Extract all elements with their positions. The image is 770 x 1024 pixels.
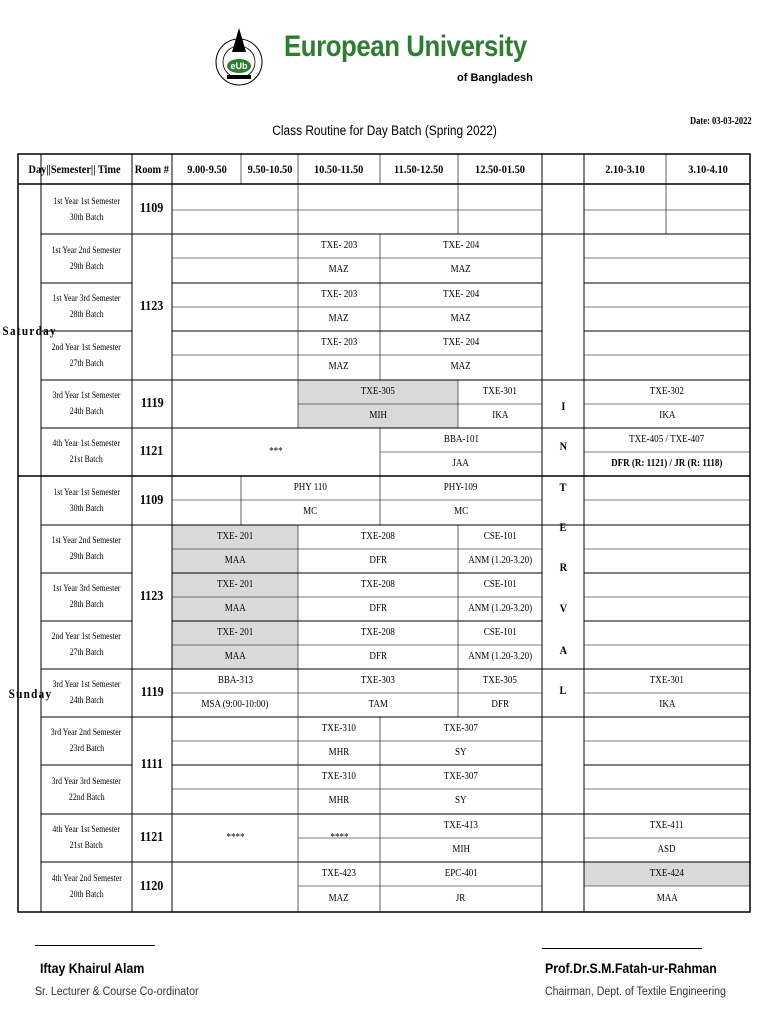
batch-label: 2nd Year 1st Semester 27th Batch: [51, 342, 122, 369]
class-cell: SY: [455, 795, 467, 807]
batch-label: 3rd Year 1st Semester 24th Batch: [52, 680, 121, 706]
batch-label: 4th Year 1st Semester 21st Batch: [52, 439, 121, 465]
class-cell: MAZ: [328, 264, 350, 276]
page-title: Class Routine for Day Batch (Spring 2022): [272, 123, 498, 138]
class-cell: TXE-307: [443, 770, 479, 782]
university-subtitle: of Bangladesh: [457, 72, 533, 84]
batch-label: 4th Year 1st Semester 21st Batch: [52, 825, 121, 851]
class-cell: TAM: [368, 698, 388, 710]
class-cell: TXE- 201: [216, 626, 254, 638]
class-cell: TXE-310: [321, 770, 357, 782]
header-day-semester-time: Day||Semester|| Time: [28, 162, 122, 176]
interval-letter: I: [560, 399, 566, 413]
class-cell: TXE-305: [360, 385, 396, 397]
class-cell: MAZ: [328, 361, 350, 373]
class-cell: MAZ: [328, 312, 350, 324]
header-room: Room #: [134, 162, 170, 176]
class-cell: CSE-101: [483, 626, 517, 638]
class-cell: TXE- 203: [320, 288, 358, 300]
interval-letter: L: [559, 683, 567, 697]
class-cell: ****: [225, 831, 245, 843]
class-cell: ANM (1.20-3.20): [468, 650, 532, 662]
interval-letter: T: [559, 480, 567, 494]
class-cell: ***: [269, 445, 283, 457]
class-cell: TXE-310: [321, 722, 357, 734]
class-cell: CSE-101: [483, 578, 517, 590]
class-cell: TXE-301: [482, 385, 518, 397]
class-cell: ANM (1.20-3.20): [468, 602, 532, 614]
class-cell: TXE-405 / TXE-407: [629, 433, 705, 445]
batch-label: 2nd Year 1st Semester 27th Batch: [51, 632, 122, 658]
class-cell: TXE-208: [360, 530, 396, 542]
class-cell: TXE-303: [360, 674, 396, 686]
room-number: 1121: [140, 830, 164, 845]
class-cell: TXE-411: [650, 819, 684, 831]
interval-letter: R: [559, 560, 567, 574]
class-cell: MHR: [328, 746, 350, 758]
university-name: European University: [284, 30, 527, 63]
class-cell: JR: [456, 892, 466, 904]
room-number: 1119: [140, 396, 164, 411]
room-number: 1121: [140, 444, 164, 459]
day-label-sunday: Sunday: [8, 685, 52, 701]
header-slot-7: 3.10-4.10: [688, 162, 728, 176]
class-cell: ANM (1.20-3.20): [468, 554, 532, 566]
class-cell: TXE- 204: [442, 336, 480, 348]
class-cell: DFR (R: 1121) / JR (R: 1118): [611, 457, 723, 469]
header-slot-4: 11.50-12.50: [394, 162, 444, 176]
header-slot-6: 2.10-3.10: [605, 162, 645, 176]
signatory-title-left: Sr. Lecturer & Course Co-ordinator: [35, 986, 199, 998]
batch-label: 1st Year 3rd Semester 28th Batch: [52, 584, 121, 610]
header-slot-5: 12.50-01.50: [475, 162, 525, 176]
header-slot-2: 9.50-10.50: [247, 162, 292, 176]
svg-text:eUb: eUb: [230, 61, 248, 71]
class-cell: ****: [329, 831, 349, 843]
class-cell: IKA: [491, 409, 509, 421]
class-cell: BBA-313: [217, 674, 253, 686]
class-cell: JAA: [452, 457, 470, 469]
class-cell: TXE- 204: [442, 239, 480, 251]
signatory-title-right: Chairman, Dept. of Textile Engineering: [545, 986, 726, 998]
class-cell: TXE- 201: [216, 530, 254, 542]
class-cell: TXE-305: [482, 674, 518, 686]
class-cell: MHR: [328, 795, 350, 807]
class-cell: MAA: [224, 650, 246, 662]
class-cell: TXE- 201: [216, 578, 254, 590]
class-cell: PHY 110: [293, 481, 328, 493]
class-cell: DFR: [369, 602, 387, 614]
class-cell: MAZ: [450, 312, 472, 324]
class-cell: MAZ: [450, 264, 472, 276]
class-cell: DFR: [491, 698, 509, 710]
class-cell: IKA: [658, 698, 676, 710]
class-cell: BBA-101: [443, 433, 479, 445]
class-cell: TXE- 203: [320, 336, 358, 348]
routine-date: Date: 03-03-2022: [690, 116, 752, 127]
class-cell: MAZ: [450, 361, 472, 373]
batch-label: 3rd Year 2nd Semester 23rd Batch: [51, 728, 122, 754]
class-cell: MIH: [452, 843, 470, 855]
class-cell: TXE-301: [649, 674, 685, 686]
header-slot-1: 9.00-9.50: [186, 162, 227, 176]
room-number: 1123: [140, 299, 164, 314]
room-number: 1109: [140, 492, 164, 508]
batch-label: 1st Year 2nd Semester 29th Batch: [51, 536, 122, 562]
class-cell: TXE- 204: [442, 288, 480, 300]
interval-letter: E: [559, 520, 567, 534]
room-number: 1109: [140, 201, 164, 216]
class-cell: CSE-101: [483, 530, 517, 542]
interval-letter: A: [559, 643, 567, 657]
class-cell: MC: [303, 506, 318, 518]
header-slot-3: 10.50-11.50: [314, 162, 364, 176]
class-cell: TXE-302: [649, 385, 685, 397]
class-cell: TXE-208: [360, 578, 396, 590]
class-cell: ASD: [657, 843, 677, 855]
batch-label: 4th Year 2nd Semester 20th Batch: [51, 874, 122, 900]
interval-letter: N: [559, 439, 567, 453]
class-cell: MAA: [224, 554, 246, 566]
batch-label: 1st Year 2nd Semester 29th Batch: [51, 245, 122, 272]
class-cell: TXE-423: [321, 867, 357, 879]
class-cell: TXE-413: [443, 819, 479, 831]
class-cell: TXE-424: [649, 867, 685, 879]
batch-label: 1st Year 3rd Semester 28th Batch: [52, 294, 121, 320]
class-cell: TXE-307: [443, 722, 479, 734]
class-cell: MAZ: [328, 892, 350, 904]
class-cell: PHY-109: [444, 481, 478, 493]
class-cell: TXE-208: [360, 626, 396, 638]
interval-letter: V: [559, 601, 567, 615]
signature-line-right: [542, 948, 702, 949]
signatory-name-left: Iftay Khairul Alam: [40, 960, 145, 976]
class-cell: MC: [453, 506, 469, 518]
class-cell: EPC-401: [444, 867, 478, 879]
class-cell: DFR: [369, 554, 387, 566]
room-number: 1111: [140, 757, 164, 772]
class-cell: SY: [455, 746, 467, 758]
day-label-saturday: Saturday: [2, 322, 58, 338]
batch-label: 1st Year 1st Semester 30th Batch: [53, 487, 120, 514]
room-number: 1123: [140, 589, 164, 604]
class-cell: MAA: [224, 602, 246, 614]
class-cell: DFR: [369, 650, 387, 662]
class-cell: MSA (9:00-10:00): [201, 698, 269, 710]
class-cell: TXE- 203: [320, 239, 358, 251]
batch-label: 3rd Year 1st Semester 24th Batch: [52, 391, 121, 417]
batch-label: 3rd Year 3rd Semester 22nd Batch: [51, 776, 122, 803]
class-cell: IKA: [658, 409, 676, 421]
room-number: 1120: [140, 879, 164, 894]
class-cell: MIH: [369, 409, 387, 421]
signatory-name-right: Prof.Dr.S.M.Fatah-ur-Rahman: [545, 960, 717, 976]
class-cell: MAA: [656, 892, 678, 904]
room-number: 1119: [140, 685, 164, 700]
signature-line-left: [35, 945, 155, 946]
batch-label: 1st Year 1st Semester 30th Batch: [53, 197, 120, 223]
